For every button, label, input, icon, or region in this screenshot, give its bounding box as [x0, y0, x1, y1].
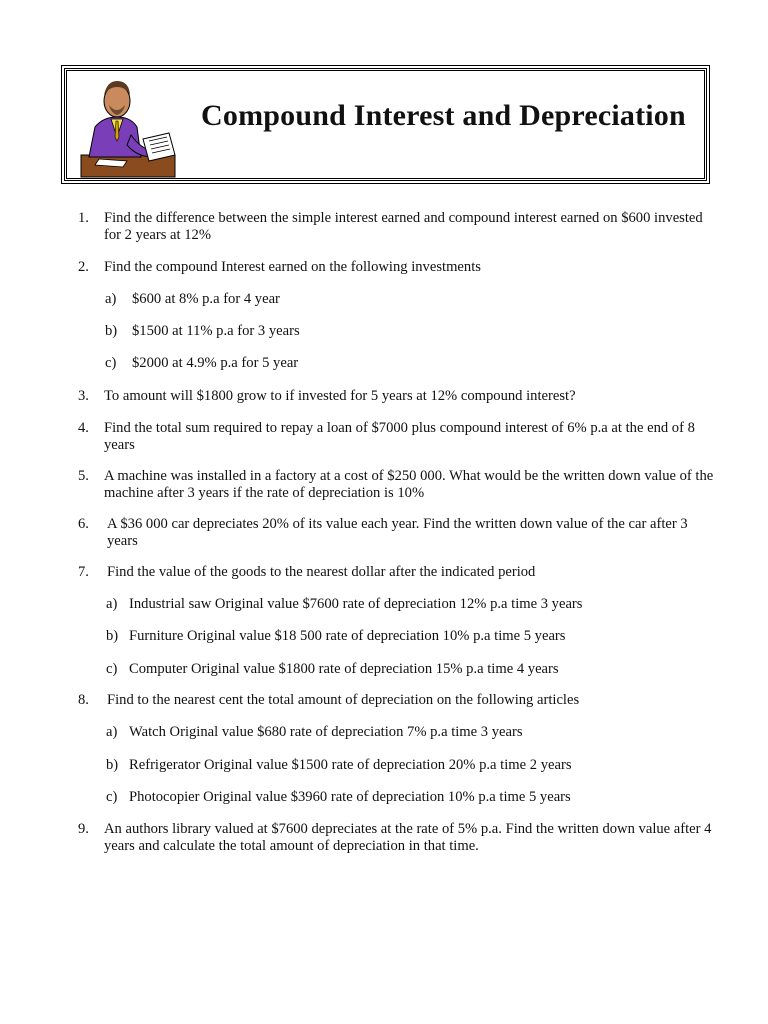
question-5: [78, 468, 714, 502]
question-8c: [78, 789, 571, 806]
question-text: Find the compound Interest earned on the following investments: [104, 259, 481, 275]
question-text: Find the total sum required to repay a loan of $7000 plus compound interest of 6% p.a at the end of 8 years: [104, 420, 695, 453]
businessman-clipart-icon: [79, 75, 179, 179]
question-4: [78, 420, 714, 454]
question-number: 8.: [78, 692, 89, 708]
sub-question-letter: b): [105, 323, 118, 339]
question-text: A $36 000 car depreciates 20% of its value each year. Find the written down value of the car after 3 years: [107, 516, 688, 549]
question-text: To amount will $1800 grow to if invested for 5 years at 12% compound interest?: [104, 388, 576, 404]
sub-question-text: Industrial saw Original value $7600 rate of depreciation 12% p.a time 3 years: [129, 596, 583, 612]
question-7: [78, 564, 535, 581]
sub-question-text: Refrigerator Original value $1500 rate of depreciation 20% p.a time 2 years: [129, 757, 572, 773]
question-text: Find the value of the goods to the nearest dollar after the indicated period: [107, 564, 536, 580]
question-7c: [78, 661, 559, 678]
question-number: 6.: [78, 516, 89, 532]
question-8b: [78, 757, 572, 774]
question-number: 9.: [78, 821, 89, 837]
question-number: 1.: [78, 210, 89, 226]
sub-question-text: Computer Original value $1800 rate of depreciation 15% p.a time 4 years: [129, 661, 559, 677]
question-number: 3.: [78, 388, 89, 404]
question-number: 7.: [78, 564, 89, 580]
sub-question-letter: c): [105, 355, 117, 371]
question-7a: [78, 596, 582, 613]
question-number: 4.: [78, 420, 89, 436]
question-3: [78, 388, 576, 405]
question-text: An authors library valued at $7600 depreciates at the rate of 5% p.a. Find the written down value after 4 years and calculate the total amount of depreciation in that time.: [104, 821, 712, 854]
question-2: [78, 259, 481, 276]
question-2b: [78, 323, 300, 340]
sub-question-letter: a): [106, 596, 118, 612]
page-title: Compound Interest and Depreciation: [201, 99, 686, 132]
sub-question-letter: b): [106, 757, 119, 773]
sub-question-text: Watch Original value $680 rate of depreciation 7% p.a time 3 years: [129, 724, 523, 740]
sub-question-text: $2000 at 4.9% p.a for 5 year: [132, 355, 299, 371]
question-8a: [78, 724, 523, 741]
sub-question-text: Furniture Original value $18 500 rate of depreciation 10% p.a time 5 years: [129, 628, 566, 644]
title-box: [64, 68, 707, 181]
sub-question-text: $600 at 8% p.a for 4 year: [132, 291, 280, 307]
question-6: [78, 516, 717, 550]
question-number: 5.: [78, 468, 89, 484]
question-1: [78, 210, 708, 244]
question-8: [78, 692, 579, 709]
question-number: 2.: [78, 259, 89, 275]
sub-question-text: Photocopier Original value $3960 rate of depreciation 10% p.a time 5 years: [129, 789, 571, 805]
question-7b: [78, 628, 565, 645]
question-text: Find to the nearest cent the total amount of depreciation on the following articles: [107, 692, 580, 708]
question-2c: [78, 355, 298, 372]
sub-question-text: $1500 at 11% p.a for 3 years: [132, 323, 300, 339]
sub-question-letter: c): [106, 789, 118, 805]
sub-question-letter: a): [105, 291, 117, 307]
sub-question-letter: b): [106, 628, 119, 644]
question-text: A machine was installed in a factory at a cost of $250 000. What would be the written down value of the machine after 3 years if the rate of depreciation is 10%: [104, 468, 714, 501]
question-9: [78, 821, 714, 855]
sub-question-letter: a): [106, 724, 118, 740]
question-text: Find the difference between the simple interest earned and compound interest earned on $600 invested for 2 years at 12%: [104, 210, 703, 243]
sub-question-letter: c): [106, 661, 118, 677]
question-2a: [78, 291, 280, 308]
